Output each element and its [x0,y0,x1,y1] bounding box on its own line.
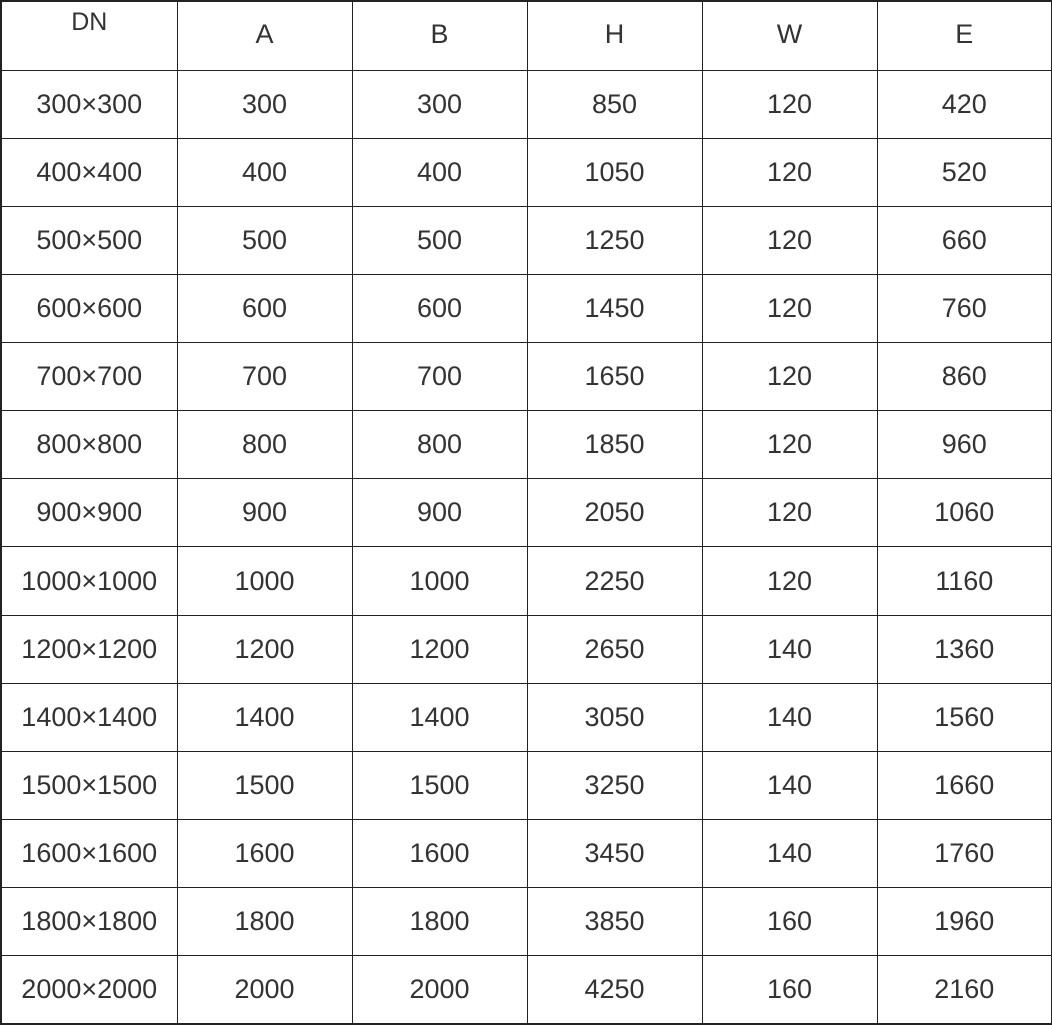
table-body [1,70,1052,1024]
cell-b: 400 [352,138,527,206]
cell-a: 700 [177,343,352,411]
table-row [1,820,1052,888]
header-label-h: H [604,19,625,50]
cell-h: 3050 [527,683,702,751]
header-label-e: E [955,19,974,50]
cell-h: 1850 [527,411,702,479]
table-row [1,479,1052,547]
header-label-a: A [255,19,274,50]
cell-e: 1560 [877,683,1052,751]
cell-b: 700 [352,343,527,411]
cell-a: 1200 [177,615,352,683]
cell-h: 2650 [527,615,702,683]
cell-e: 1660 [877,751,1052,819]
cell-dn: 400×400 [1,138,177,206]
table-row [1,956,1052,1024]
cell-a: 1400 [177,683,352,751]
cell-dn: 900×900 [1,479,177,547]
cell-a: 400 [177,138,352,206]
cell-h: 3450 [527,820,702,888]
cell-b: 1600 [352,820,527,888]
cell-b: 600 [352,274,527,342]
cell-a: 1800 [177,888,352,956]
cell-b: 500 [352,206,527,274]
cell-b: 2000 [352,956,527,1024]
cell-e: 760 [877,274,1052,342]
cell-a: 1500 [177,751,352,819]
cell-a: 1600 [177,820,352,888]
table-row [1,138,1052,206]
table-row [1,888,1052,956]
table-row [1,70,1052,138]
cell-e: 860 [877,343,1052,411]
cell-dn: 500×500 [1,206,177,274]
cell-h: 1050 [527,138,702,206]
cell-b: 1800 [352,888,527,956]
table-header-row [1,1,1052,70]
cell-e: 1960 [877,888,1052,956]
cell-w: 120 [702,411,877,479]
cell-a: 900 [177,479,352,547]
cell-dn: 1800×1800 [1,888,177,956]
cell-dn: 1600×1600 [1,820,177,888]
table-row [1,411,1052,479]
table-row [1,206,1052,274]
cell-e: 2160 [877,956,1052,1024]
cell-b: 300 [352,70,527,138]
cell-w: 120 [702,206,877,274]
cell-h: 3250 [527,751,702,819]
header-cell-w [702,1,877,70]
cell-h: 1450 [527,274,702,342]
cell-e: 660 [877,206,1052,274]
cell-w: 140 [702,820,877,888]
table-row [1,274,1052,342]
cell-a: 800 [177,411,352,479]
cell-a: 2000 [177,956,352,1024]
cell-e: 1160 [877,547,1052,615]
cell-b: 1000 [352,547,527,615]
table-row [1,683,1052,751]
cell-w: 120 [702,343,877,411]
cell-w: 120 [702,479,877,547]
cell-e: 1360 [877,615,1052,683]
cell-b: 900 [352,479,527,547]
cell-w: 160 [702,888,877,956]
cell-e: 420 [877,70,1052,138]
cell-dn: 800×800 [1,411,177,479]
cell-dn: 1000×1000 [1,547,177,615]
cell-e: 1060 [877,479,1052,547]
cell-w: 120 [702,70,877,138]
table-row [1,343,1052,411]
cell-b: 800 [352,411,527,479]
cell-a: 1000 [177,547,352,615]
header-label-b: B [430,19,449,50]
cell-dn: 300×300 [1,70,177,138]
cell-dn: 600×600 [1,274,177,342]
cell-h: 2250 [527,547,702,615]
cell-e: 1760 [877,820,1052,888]
cell-h: 2050 [527,479,702,547]
header-cell-a [177,1,352,70]
header-label-dn: DN [71,8,108,37]
cell-b: 1500 [352,751,527,819]
cell-dn: 2000×2000 [1,956,177,1024]
cell-b: 1200 [352,615,527,683]
table-row [1,751,1052,819]
cell-w: 120 [702,547,877,615]
cell-dn: 700×700 [1,343,177,411]
cell-dn: 1500×1500 [1,751,177,819]
cell-w: 120 [702,274,877,342]
cell-h: 1250 [527,206,702,274]
header-label-w: W [776,19,803,50]
table-row [1,547,1052,615]
header-cell-h [527,1,702,70]
cell-e: 520 [877,138,1052,206]
cell-dn: 1200×1200 [1,615,177,683]
cell-w: 160 [702,956,877,1024]
cell-b: 1400 [352,683,527,751]
cell-w: 140 [702,615,877,683]
cell-w: 140 [702,683,877,751]
cell-h: 850 [527,70,702,138]
header-cell-b [352,1,527,70]
cell-a: 500 [177,206,352,274]
table-row [1,615,1052,683]
cell-a: 300 [177,70,352,138]
cell-h: 4250 [527,956,702,1024]
cell-dn: 1400×1400 [1,683,177,751]
header-cell-e [877,1,1052,70]
cell-w: 140 [702,751,877,819]
cell-w: 120 [702,138,877,206]
cell-e: 960 [877,411,1052,479]
cell-a: 600 [177,274,352,342]
cell-h: 3850 [527,888,702,956]
cell-h: 1650 [527,343,702,411]
header-cell-dn [1,1,177,70]
